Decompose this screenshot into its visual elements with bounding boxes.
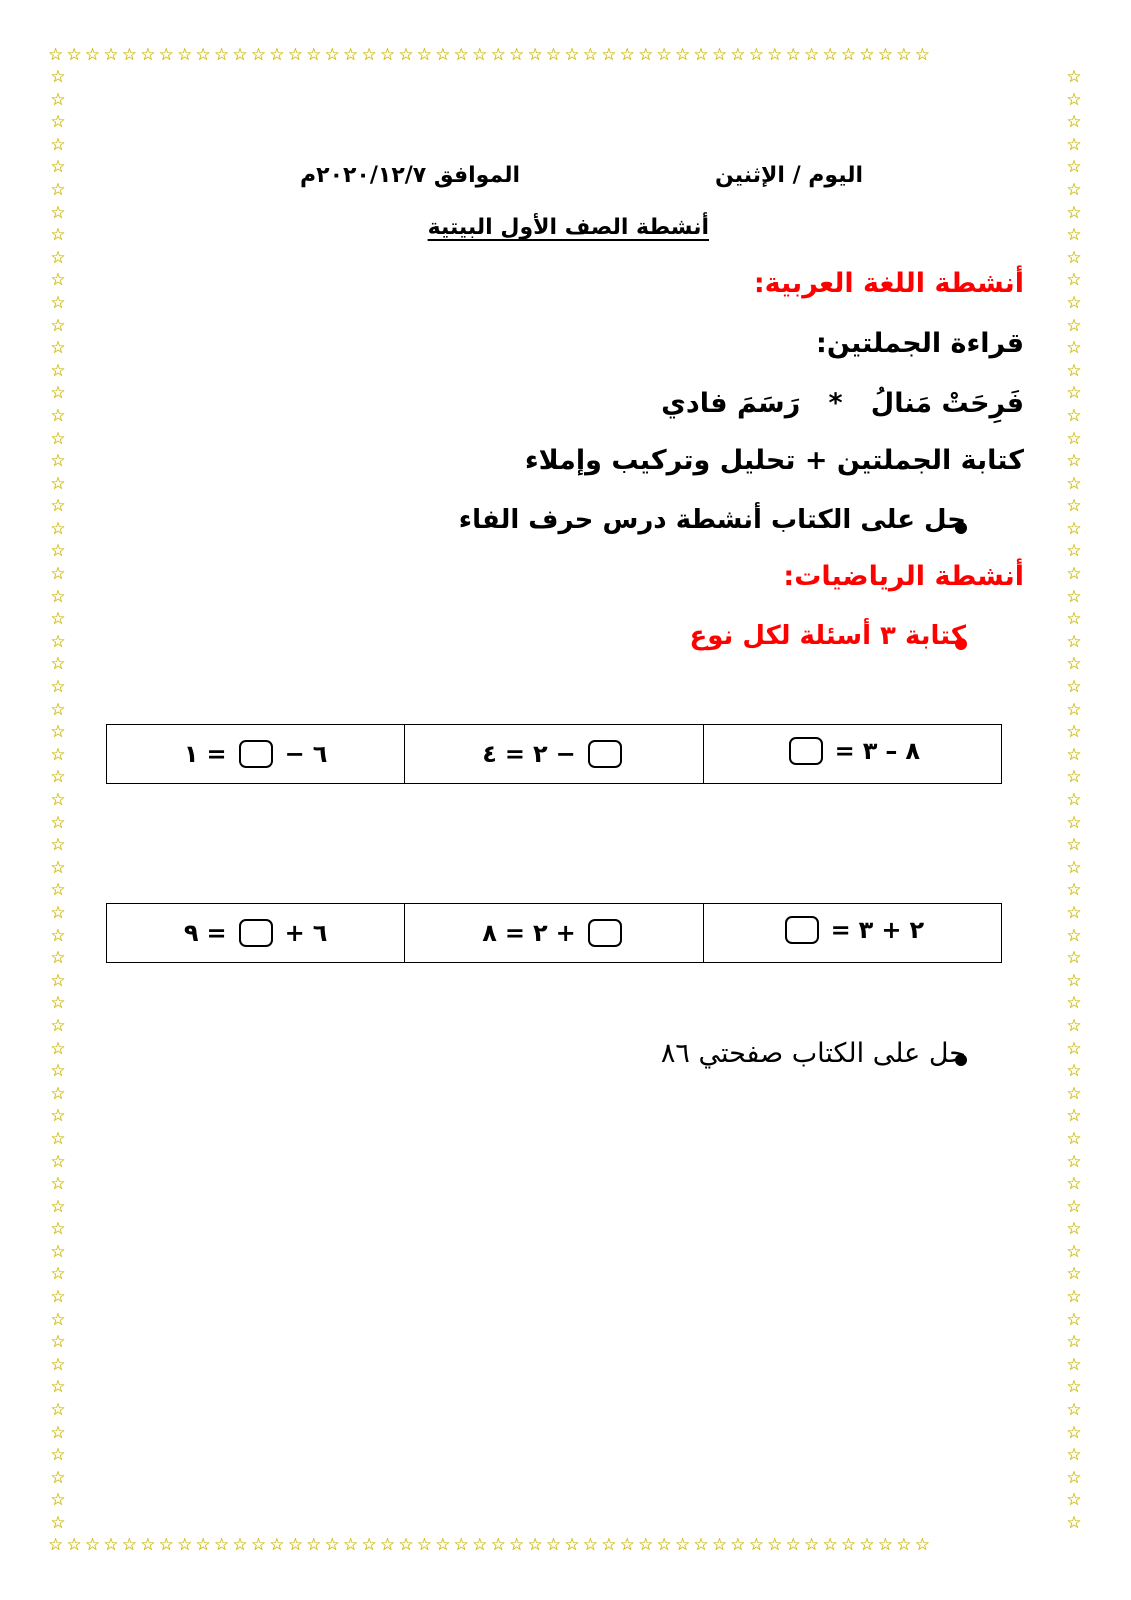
equals-sign: = xyxy=(504,740,525,768)
equation-result: ٩ xyxy=(183,919,199,947)
writing-instruction: كتابة الجملتين + تحليل وتركيب وإملاء xyxy=(524,445,1024,476)
answer-box-icon[interactable] xyxy=(239,919,273,947)
equation-cell xyxy=(107,725,405,784)
equation-operand: ٣ xyxy=(862,737,878,765)
operator-sign: + xyxy=(881,916,902,944)
equals-sign: = xyxy=(830,916,851,944)
equation-operand: ٢ xyxy=(532,740,548,768)
equation-cell xyxy=(405,904,703,963)
equals-sign: = xyxy=(206,740,227,768)
operator-sign: − xyxy=(284,740,305,768)
equation-operand: ٢ xyxy=(532,919,548,947)
operator-sign: + xyxy=(555,919,576,947)
equals-sign: = xyxy=(504,919,525,947)
math-questions-bullet: كتابة ٣ أسئلة لكل نوع xyxy=(689,621,966,651)
equals-sign: = xyxy=(834,737,855,765)
operator-sign: − xyxy=(555,740,576,768)
equation-result: ٨ xyxy=(482,919,497,947)
subtraction-table xyxy=(106,724,1002,784)
sentences: فَرِحَتْ مَنالُ * رَسَمَ فادي xyxy=(661,388,1024,419)
day-label: اليوم / الإثنين xyxy=(715,163,863,188)
equation-cell xyxy=(703,725,1001,784)
answer-box-icon[interactable] xyxy=(785,916,819,944)
star-border-bottom: ☆☆☆☆☆☆☆☆☆☆☆☆☆☆☆☆☆☆☆☆☆☆☆☆☆☆☆☆☆☆☆☆☆☆☆☆☆☆☆☆☆☆☆☆☆☆☆☆ xyxy=(48,1535,934,1555)
arabic-book-bullet: حل على الكتاب أنشطة درس حرف الفاء xyxy=(458,505,966,535)
arabic-section-title: أنشطة اللغة العربية: xyxy=(753,268,1024,299)
date-label: الموافق ٢٠٢٠/١٢/٧م xyxy=(300,163,520,188)
operator-sign: + xyxy=(284,919,305,947)
answer-box-icon[interactable] xyxy=(789,737,823,765)
reading-instruction: قراءة الجملتين: xyxy=(816,328,1024,359)
equation-operand: ٨ xyxy=(905,737,921,765)
star-border-left: ☆ ☆ ☆ ☆ ☆ ☆ ☆ ☆ ☆ ☆ ☆ ☆ ☆ ☆ ☆ ☆ ☆ ☆ ☆ ☆ ☆ ☆ ☆ ☆ ☆ ☆ ☆ ☆ ☆ ☆ ☆ ☆ ☆ ☆ ☆ ☆ ☆ ☆ ☆ ☆ ☆ ☆ ☆ ☆ ☆ ☆ ☆ ☆ ☆ ☆ ☆ ☆ ☆ ☆ ☆ ☆ ☆ ☆ ☆ ☆ ☆ ☆ ☆ ☆ ☆ xyxy=(50,67,66,1533)
equation-operand: ٣ xyxy=(858,916,874,944)
equation-operand: ٢ xyxy=(909,916,925,944)
answer-box-icon[interactable] xyxy=(588,919,622,947)
operator-sign: – xyxy=(885,737,898,765)
star-border-right: ☆ ☆ ☆ ☆ ☆ ☆ ☆ ☆ ☆ ☆ ☆ ☆ ☆ ☆ ☆ ☆ ☆ ☆ ☆ ☆ ☆ ☆ ☆ ☆ ☆ ☆ ☆ ☆ ☆ ☆ ☆ ☆ ☆ ☆ ☆ ☆ ☆ ☆ ☆ ☆ ☆ ☆ ☆ ☆ ☆ ☆ ☆ ☆ ☆ ☆ ☆ ☆ ☆ ☆ ☆ ☆ ☆ ☆ ☆ ☆ ☆ ☆ ☆ ☆ ☆ xyxy=(1066,67,1082,1533)
addition-table xyxy=(106,903,1002,963)
equation-result: ١ xyxy=(183,740,199,768)
equation-result: ٤ xyxy=(482,740,497,768)
equation-operand: ٦ xyxy=(312,919,328,947)
star-border-top: ☆☆☆☆☆☆☆☆☆☆☆☆☆☆☆☆☆☆☆☆☆☆☆☆☆☆☆☆☆☆☆☆☆☆☆☆☆☆☆☆☆☆☆☆☆☆☆☆ xyxy=(48,45,934,65)
equation-cell xyxy=(703,904,1001,963)
equation-cell xyxy=(405,725,703,784)
equation-cell xyxy=(107,904,405,963)
page-subtitle: أنشطة الصف الأول البيتية xyxy=(427,215,709,240)
equals-sign: = xyxy=(206,919,227,947)
math-section-title: أنشطة الرياضيات: xyxy=(783,561,1024,592)
answer-box-icon[interactable] xyxy=(239,740,273,768)
equation-operand: ٦ xyxy=(312,740,328,768)
math-book-bullet: حل على الكتاب صفحتي ٨٦ xyxy=(660,1038,966,1069)
answer-box-icon[interactable] xyxy=(588,740,622,768)
